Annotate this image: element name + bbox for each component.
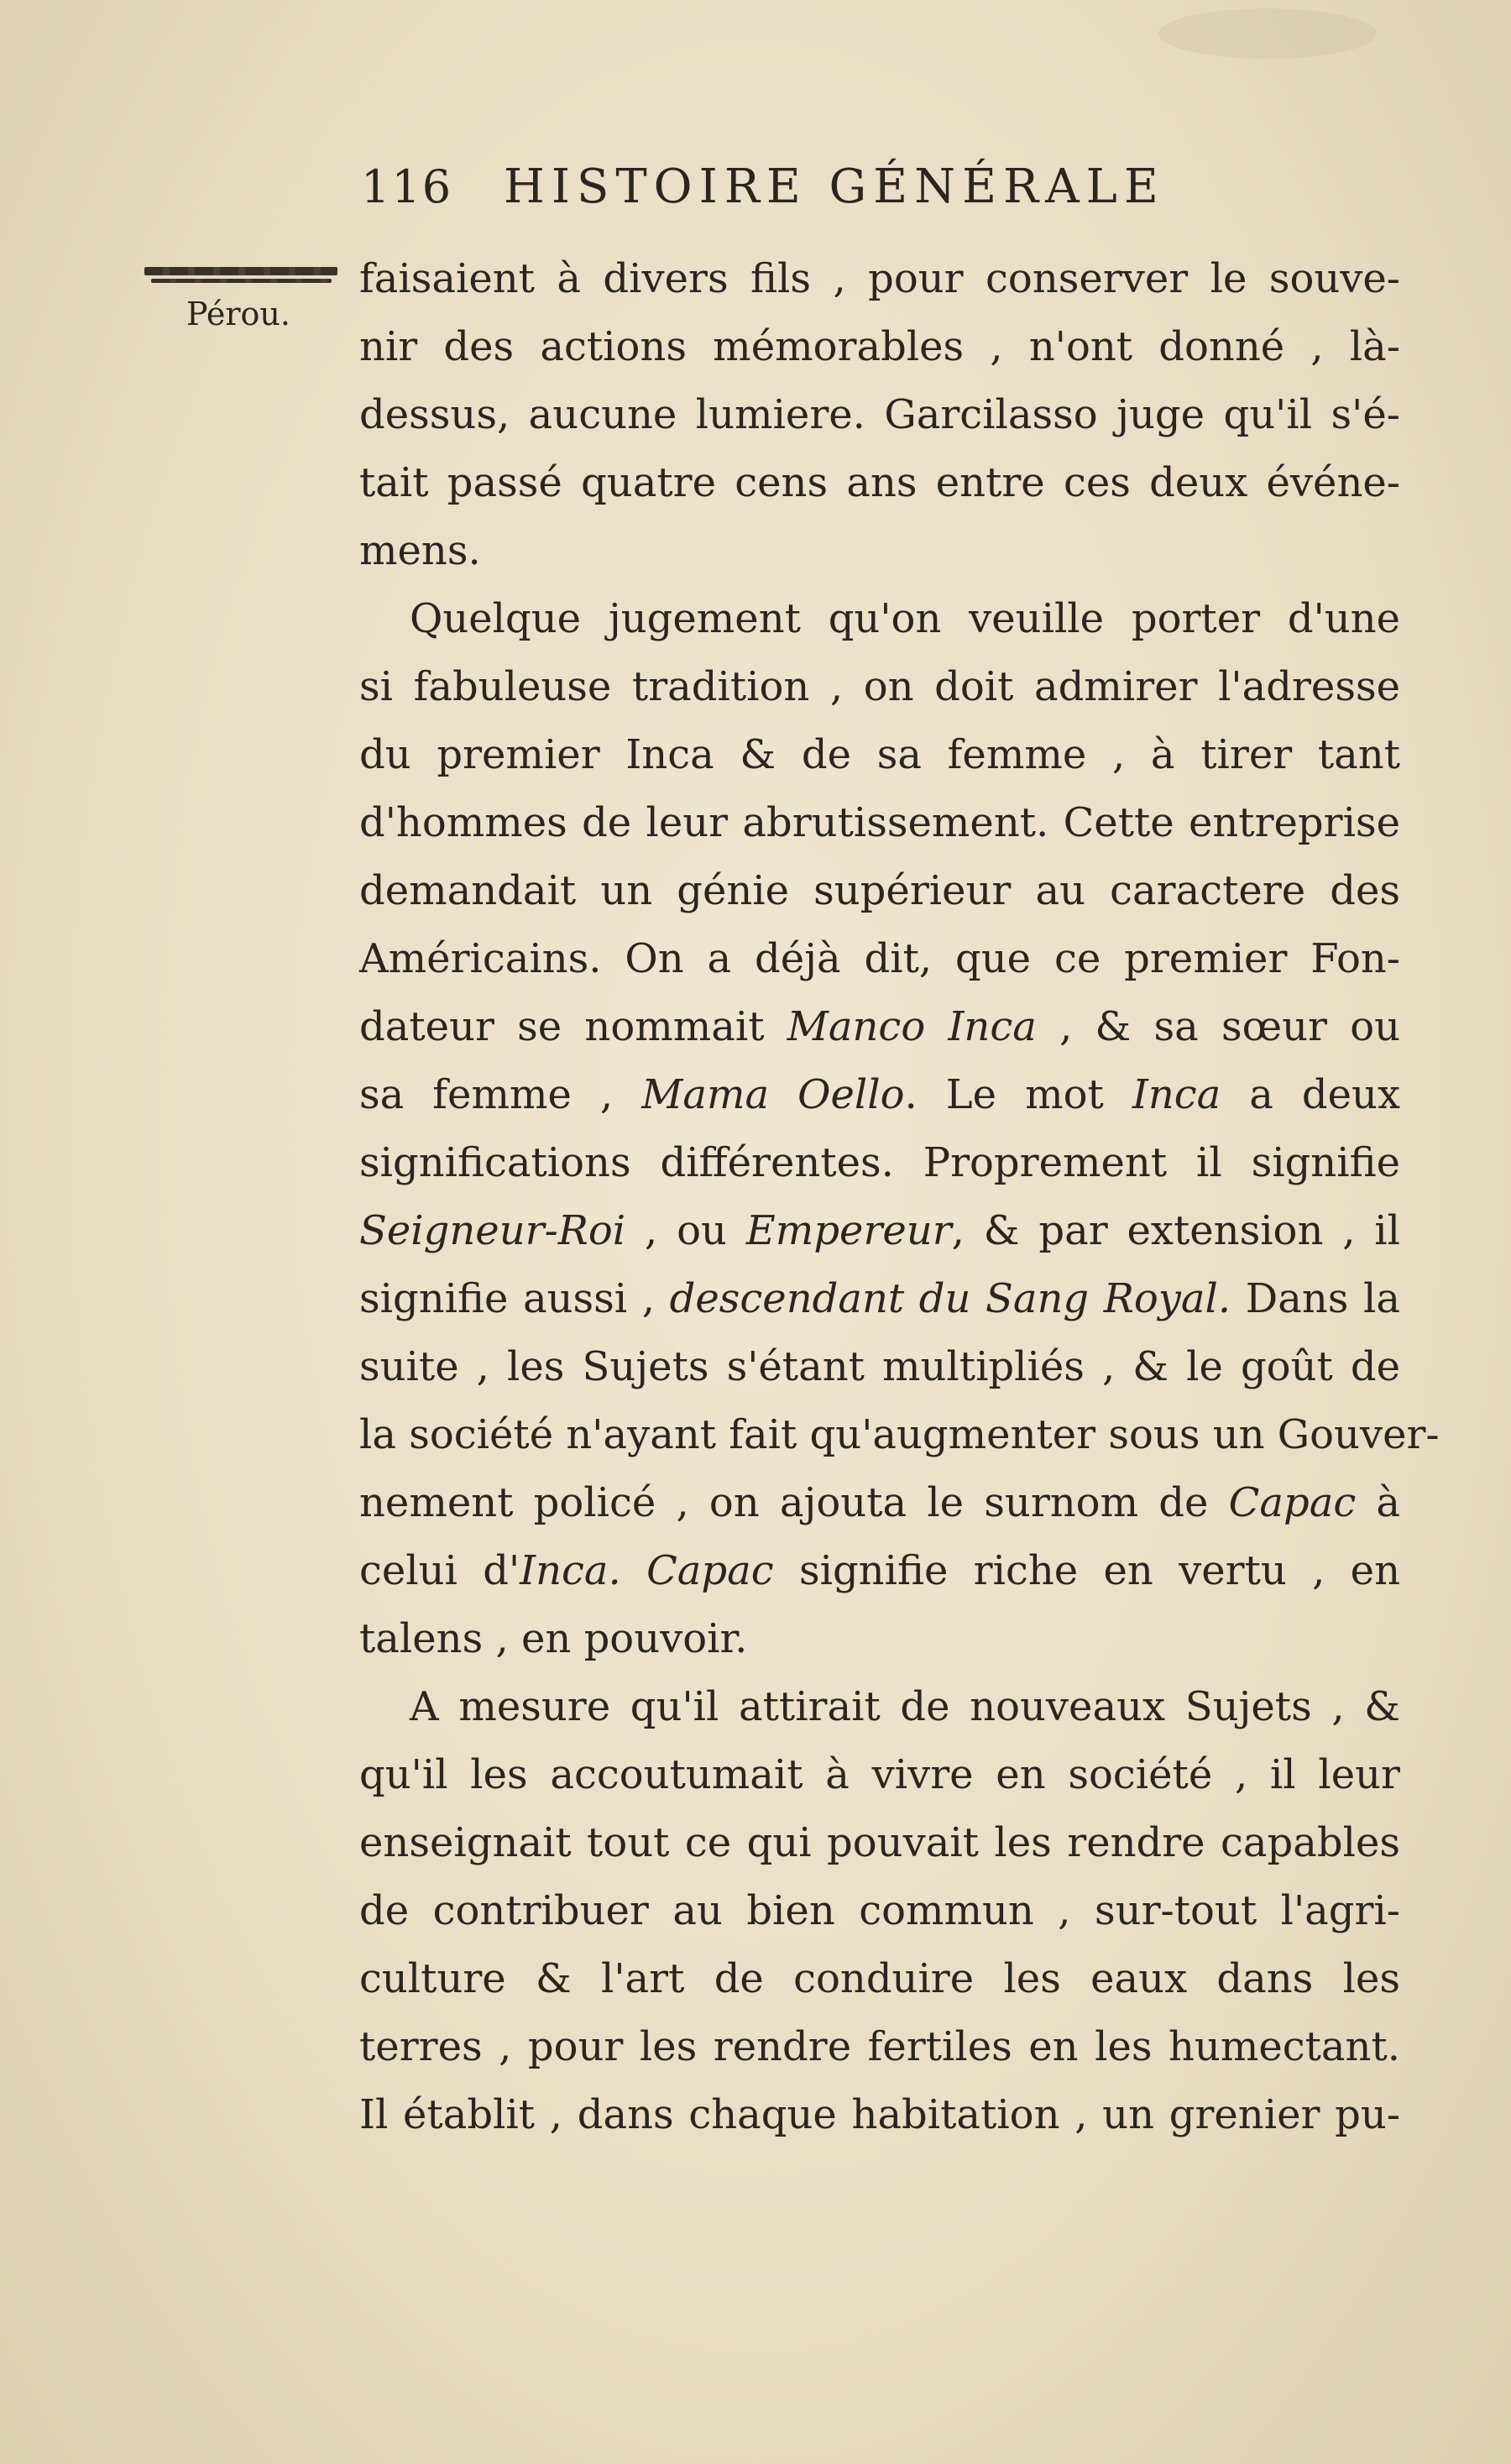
paper-stain (1158, 8, 1377, 59)
italic-term: Inca. Capac (520, 1547, 774, 1594)
text-line: enseignait tout ce qui pouvait les rendre capables (359, 1819, 1400, 1866)
page-header (361, 160, 1301, 214)
text-line: significations différentes. Proprement il signifie (359, 1139, 1400, 1186)
text-line: qu'il les accoutumait à vivre en société , il leur (359, 1751, 1400, 1798)
text-line: Quelque jugement qu'on veuille porter d'une (410, 595, 1400, 642)
text-line: nir des actions mémorables , n'ont donné , là- (359, 323, 1400, 370)
text-line: terres , pour les rendre fertiles en les humectant. (359, 2023, 1400, 2070)
body-text (359, 245, 1440, 2149)
text-line: dessus, aucune lumiere. Garcilasso juge qu'il s'é- (359, 391, 1400, 438)
text-line: mens. (359, 527, 481, 574)
text-line: Il établit , dans chaque habitation , un grenier pu- (359, 2091, 1400, 2138)
text-run: nement policé , on ajouta le surnom de (359, 1479, 1229, 1526)
text-line: A mesure qu'il attirait de nouveaux Sujets , & (410, 1683, 1400, 1730)
text-line: suite , les Sujets s'étant multipliés , & le goût de (359, 1343, 1400, 1390)
text-line (359, 993, 1400, 1061)
italic-term: Capac (1228, 1479, 1357, 1526)
text-run: . Le mot (904, 1071, 1132, 1118)
text-line (359, 1469, 1400, 1537)
text-run: a deux (1221, 1071, 1401, 1118)
page-number: 116 (361, 160, 453, 213)
margin-rule (144, 267, 337, 275)
text-line: Américains. On a déjà dit, que ce premier Fon- (359, 935, 1400, 982)
margin-rule-lower (151, 279, 332, 283)
text-run: sa femme , (359, 1071, 642, 1118)
paragraph-1 (359, 245, 1400, 585)
text-line: la société n'ayant fait qu'augmenter sous un Gouver- (359, 1411, 1440, 1458)
text-line (359, 1265, 1400, 1333)
paragraph-3 (359, 1673, 1400, 2149)
text-run: , ou (625, 1207, 746, 1254)
text-line: talens , en pouvoir. (359, 1615, 748, 1662)
text-run: , & par extension , il (951, 1207, 1401, 1254)
text-run: à (1356, 1479, 1401, 1526)
italic-term: Empereur (745, 1207, 952, 1254)
text-line: tait passé quatre cens ans entre ces deux événe- (359, 459, 1400, 506)
text-line: de contribuer au bien commun , sur-tout l'agri- (359, 1887, 1400, 1934)
text-line (359, 1537, 1400, 1605)
text-line: culture & l'art de conduire les eaux dans les (359, 1955, 1400, 2002)
text-line (359, 1197, 1400, 1265)
text-run: celui d' (359, 1547, 520, 1594)
text-run: signifie riche en vertu , en (773, 1547, 1400, 1594)
text-line: d'hommes de leur abrutissement. Cette entreprise (359, 799, 1400, 846)
text-line: du premier Inca & de sa femme , à tirer tant (359, 731, 1400, 778)
paragraph-2 (359, 585, 1440, 1673)
text-run: Dans la (1231, 1275, 1400, 1322)
text-line: faisaient à divers fils , pour conserver le souve- (359, 255, 1400, 302)
italic-term: descendant du Sang Royal. (669, 1275, 1231, 1322)
text-run: , & sa sœur ou (1036, 1003, 1401, 1050)
italic-word: Inca (1132, 1071, 1221, 1118)
margin-note: Pérou. (186, 296, 290, 332)
italic-name: Mama Oello (641, 1071, 905, 1118)
italic-name: Manco Inca (787, 1003, 1037, 1050)
text-run: signifie aussi , (359, 1275, 670, 1322)
text-run: dateur se nommait (359, 1003, 787, 1050)
running-head: HISTOIRE GÉNÉRALE (504, 160, 1165, 214)
text-line (359, 1061, 1400, 1129)
italic-term: Seigneur-Roi (359, 1207, 626, 1254)
text-line: si fabuleuse tradition , on doit admirer l'adresse (359, 663, 1400, 710)
text-line: demandait un génie supérieur au caractere des (359, 867, 1400, 914)
